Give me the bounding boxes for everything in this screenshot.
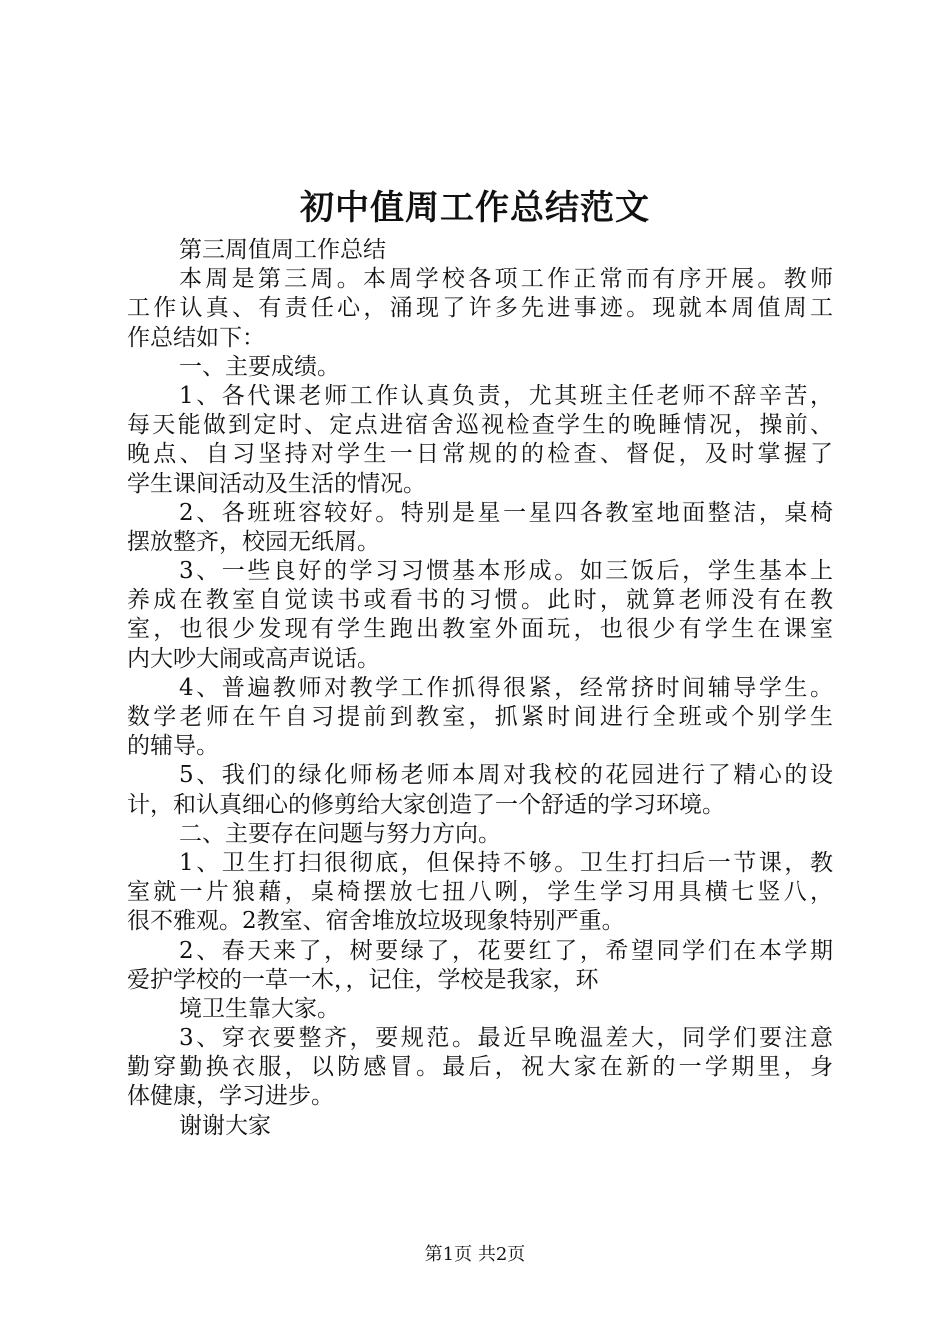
paragraph-line: 很不雅观。2教室、宿舍堆放垃圾现象特别严重。	[127, 908, 625, 935]
paragraph-line: 室就一片狼藉，桌椅摆放七扭八咧，学生学习用具横七竖八，	[127, 879, 833, 906]
paragraph-line: 晚点、自习坚持对学生一日常规的的检查、督促，及时掌握了	[127, 441, 833, 468]
paragraph-line: 内大吵大闹或高声说话。	[127, 645, 380, 672]
paragraph-line: 1、卫生打扫很彻底，但保持不够。卫生打扫后一节课，教	[179, 849, 833, 876]
paragraph-line: 4、普遍教师对教学工作抓得很紧，经常挤时间辅导学生。	[179, 674, 833, 701]
paragraph-line: 爱护学校的一草一木，，记住，学校是我家，环	[127, 966, 599, 993]
paragraph-line: 1、各代课老师工作认真负责，尤其班主任老师不辞辛苦，	[179, 382, 833, 409]
paragraph-line: 学生课间活动及生活的情况。	[127, 470, 426, 497]
paragraph-line: 室，也很少发现有学生跑出教室外面玩，也很少有学生在课室	[127, 616, 833, 643]
paragraph-line: 本周是第三周。本周学校各项工作正常而有序开展。教师	[179, 266, 833, 293]
document-title: 初中值周工作总结范文	[300, 188, 650, 228]
paragraph-line: 5、我们的绿化师杨老师本周对我校的花园进行了精心的设	[179, 762, 833, 789]
paragraph-line: 养成在教室自觉读书或看书的习惯。此时，就算老师没有在教	[127, 587, 833, 614]
page-number-footer: 第1页 共2页	[424, 1244, 526, 1265]
paragraph-line: 2、春天来了，树要绿了，花要红了，希望同学们在本学期	[179, 937, 833, 964]
document-body	[127, 236, 833, 1141]
paragraph-line: 3、穿衣要整齐，要规范。最近早晚温差大，同学们要注意	[179, 1025, 833, 1052]
paragraph-line: 数学老师在午自习提前到教室，抓紧时间进行全班或个别学生	[127, 704, 833, 730]
paragraph-line: 境卫生靠大家。	[179, 995, 340, 1022]
paragraph-line: 体健康，学习进步。	[127, 1083, 334, 1110]
paragraph-line: 2、各班班容较好。特别是星一星四各教室地面整洁，桌椅	[179, 499, 833, 526]
paragraph-line: 的辅导。	[127, 733, 219, 760]
section-heading: 二、主要存在问题与努力方向。	[179, 820, 501, 847]
paragraph-line: 作总结如下：	[127, 324, 265, 351]
paragraph-line: 3、一些良好的学习习惯基本形成。如三饭后，学生基本上	[179, 558, 833, 585]
paragraph-line: 勤穿勤换衣服，以防感冒。最后，祝大家在新的一学期里，身	[127, 1054, 833, 1081]
paragraph-line: 工作认真、有责任心，涌现了许多先进事迹。现就本周值周工	[127, 295, 833, 322]
closing-line: 谢谢大家	[179, 1112, 271, 1139]
section-heading: 第三周值周工作总结	[179, 237, 386, 263]
paragraph-line: 摆放整齐，校园无纸屑。	[127, 528, 380, 555]
paragraph-line: 计，和认真细心的修剪给大家创造了一个舒适的学习环境。	[127, 791, 725, 818]
section-heading: 一、主要成绩。	[179, 353, 340, 380]
paragraph-line: 每天能做到定时、定点进宿舍巡视检查学生的晚睡情况，操前、	[127, 412, 833, 439]
